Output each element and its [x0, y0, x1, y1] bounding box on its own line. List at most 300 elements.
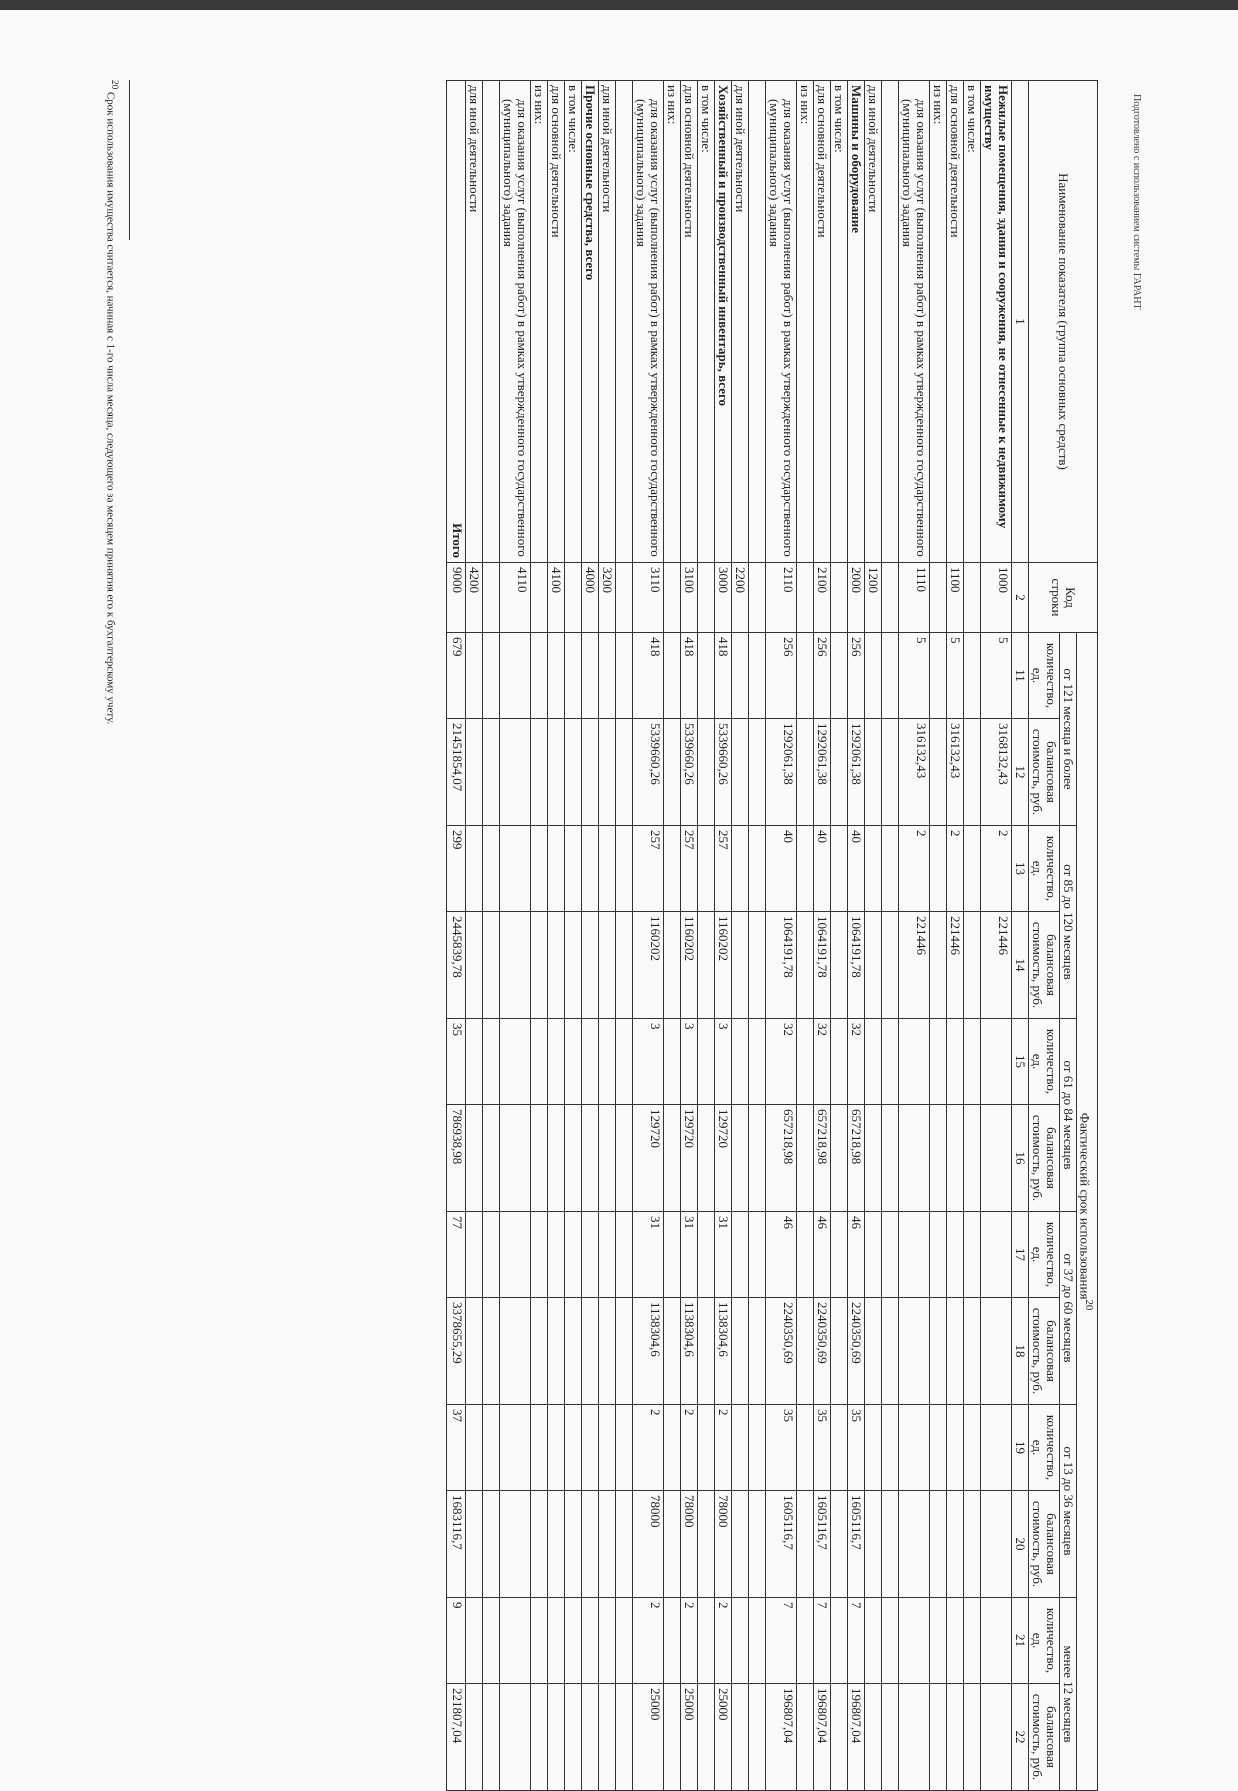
table-cell: [663, 1405, 680, 1491]
total-cell: 2445839,78: [446, 912, 465, 1019]
table-cell: [564, 1298, 581, 1405]
table-row: [714, 81, 731, 1791]
table-cell: [499, 1405, 530, 1491]
table-cell: [929, 1212, 946, 1298]
row-label: [881, 81, 898, 563]
row-code: 1110: [898, 563, 929, 633]
column-number: 14: [1011, 912, 1028, 1019]
table-row: [731, 81, 748, 1791]
row-label: для иной деятельности: [598, 81, 615, 563]
table-cell: [564, 1684, 581, 1791]
table-cell: [465, 1684, 482, 1791]
cost-header: балансовая стоимость, руб.: [1028, 912, 1059, 1019]
qty-header: количество, ед.: [1028, 1405, 1059, 1491]
row-code: 3000: [714, 563, 731, 633]
table-cell: 1160202: [680, 912, 697, 1019]
table-cell: 1160202: [632, 912, 663, 1019]
row-label: [748, 81, 765, 563]
table-cell: [499, 633, 530, 719]
qty-header: количество, ед.: [1028, 633, 1059, 719]
row-code: [663, 563, 680, 633]
table-cell: 316132,43: [946, 719, 963, 826]
table-cell: [748, 1491, 765, 1598]
table-row: [963, 81, 980, 1791]
table-cell: [881, 719, 898, 826]
table-cell: 657218,98: [765, 1105, 796, 1212]
table-cell: [598, 633, 615, 719]
table-cell: [980, 1598, 1011, 1684]
col-code-header: Код строки: [1028, 563, 1097, 633]
table-cell: [615, 1491, 632, 1598]
table-cell: [482, 1684, 499, 1791]
table-cell: [663, 1598, 680, 1684]
table-cell: [830, 1684, 847, 1791]
table-cell: [946, 1298, 963, 1405]
table-cell: 1138304,6: [632, 1298, 663, 1405]
header-note: Подготовлено с использованием системы ГАРАНТ: [1131, 94, 1142, 310]
total-code: 9000: [446, 563, 465, 633]
table-cell: [547, 912, 564, 1019]
table-cell: [697, 1405, 714, 1491]
table-cell: 40: [813, 826, 830, 912]
table-cell: 1292061,38: [847, 719, 864, 826]
table-cell: 257: [714, 826, 731, 912]
table-row: [530, 81, 547, 1791]
row-label: Машины и оборудование: [847, 81, 864, 563]
row-code: 1100: [946, 563, 963, 633]
table-cell: 31: [680, 1212, 697, 1298]
table-cell: [465, 912, 482, 1019]
table-cell: [796, 1019, 813, 1105]
table-cell: [530, 633, 547, 719]
table-cell: 196807,04: [847, 1684, 864, 1791]
table-cell: [946, 1598, 963, 1684]
table-cell: [830, 1212, 847, 1298]
table-row: [929, 81, 946, 1791]
table-cell: [581, 1298, 598, 1405]
table-cell: 5339660,26: [714, 719, 731, 826]
qty-header: количество, ед.: [1028, 1598, 1059, 1684]
row-code: 1200: [864, 563, 881, 633]
table-cell: [697, 1491, 714, 1598]
table-cell: [830, 1491, 847, 1598]
table-cell: [499, 1298, 530, 1405]
table-cell: 7: [847, 1598, 864, 1684]
total-cell: 299: [446, 826, 465, 912]
table-cell: 1605116,7: [847, 1491, 864, 1598]
table-cell: [731, 826, 748, 912]
qty-header: количество, ед.: [1028, 1019, 1059, 1105]
table-cell: 221446: [980, 912, 1011, 1019]
table-row: [830, 81, 847, 1791]
column-number: 2: [1011, 563, 1028, 633]
column-number: 19: [1011, 1405, 1028, 1491]
table-cell: [748, 826, 765, 912]
table-cell: [898, 1212, 929, 1298]
table-cell: [946, 1212, 963, 1298]
table-cell: [881, 826, 898, 912]
table-cell: [615, 633, 632, 719]
table-cell: [598, 826, 615, 912]
table-cell: [796, 1405, 813, 1491]
row-label: из них:: [530, 81, 547, 563]
row-code: 4000: [581, 563, 598, 633]
table-cell: [482, 1212, 499, 1298]
total-cell: 9: [446, 1598, 465, 1684]
table-cell: [564, 1405, 581, 1491]
table-cell: 2: [680, 1405, 697, 1491]
table-cell: [547, 826, 564, 912]
table-cell: [731, 1598, 748, 1684]
row-label: [482, 81, 499, 563]
table-cell: [615, 719, 632, 826]
table-cell: [864, 633, 881, 719]
table-cell: [499, 1212, 530, 1298]
table-cell: [598, 719, 615, 826]
total-label: Итого: [446, 81, 465, 563]
table-cell: [881, 1491, 898, 1598]
table-cell: [564, 633, 581, 719]
total-cell: 679: [446, 633, 465, 719]
cost-header: балансовая стоимость, руб.: [1028, 1298, 1059, 1405]
table-cell: 78000: [714, 1491, 731, 1598]
table-cell: 3: [714, 1019, 731, 1105]
table-cell: [963, 1212, 980, 1298]
table-row: [813, 81, 830, 1791]
table-cell: [530, 1019, 547, 1105]
table-cell: 418: [714, 633, 731, 719]
table-cell: [796, 1491, 813, 1598]
table-cell: 1138304,6: [714, 1298, 731, 1405]
table-cell: [963, 1491, 980, 1598]
row-label: для основной деятельности: [680, 81, 697, 563]
table-cell: [547, 1298, 564, 1405]
table-row: [980, 81, 1011, 1791]
table-cell: 35: [813, 1405, 830, 1491]
table-cell: [830, 1105, 847, 1212]
row-code: 3200: [598, 563, 615, 633]
table-cell: [697, 1298, 714, 1405]
total-cell: 21451854,07: [446, 719, 465, 826]
table-cell: [499, 719, 530, 826]
table-cell: [663, 912, 680, 1019]
table-cell: [530, 826, 547, 912]
table-cell: 257: [632, 826, 663, 912]
table-cell: 418: [632, 633, 663, 719]
table-cell: [864, 1298, 881, 1405]
table-cell: [796, 1212, 813, 1298]
table-cell: [547, 719, 564, 826]
table-cell: [499, 1684, 530, 1791]
table-cell: [748, 1405, 765, 1491]
table-cell: [615, 1684, 632, 1791]
table-cell: [748, 1598, 765, 1684]
table-row: [632, 81, 663, 1791]
table-cell: 40: [765, 826, 796, 912]
table-cell: [748, 633, 765, 719]
table-cell: [929, 826, 946, 912]
table-cell: [864, 826, 881, 912]
table-body: [465, 81, 1011, 1791]
table-cell: [830, 1298, 847, 1405]
table-cell: [929, 1684, 946, 1791]
table-cell: [864, 912, 881, 1019]
table-cell: [796, 719, 813, 826]
table-cell: [929, 1019, 946, 1105]
row-code: 2100: [813, 563, 830, 633]
table-cell: [465, 1598, 482, 1684]
table-cell: [564, 719, 581, 826]
table-cell: [547, 1405, 564, 1491]
table-cell: [499, 1105, 530, 1212]
table-cell: [929, 1491, 946, 1598]
table-cell: 3168132,43: [980, 719, 1011, 826]
cost-header: балансовая стоимость, руб.: [1028, 1105, 1059, 1212]
table-cell: [615, 1598, 632, 1684]
table-cell: 1292061,38: [765, 719, 796, 826]
table-cell: [530, 1684, 547, 1791]
table-cell: [980, 1684, 1011, 1791]
table-cell: 25000: [680, 1684, 697, 1791]
table-cell: 2240350,69: [765, 1298, 796, 1405]
table-cell: [830, 1598, 847, 1684]
column-number: 21: [1011, 1598, 1028, 1684]
table-cell: 257: [680, 826, 697, 912]
table-cell: 2: [946, 826, 963, 912]
table-cell: [980, 1405, 1011, 1491]
row-label: для иной деятельности: [465, 81, 482, 563]
total-cell: 37: [446, 1405, 465, 1491]
table-cell: [547, 633, 564, 719]
total-cell: 221807,04: [446, 1684, 465, 1791]
row-label: для иной деятельности: [864, 81, 881, 563]
table-cell: 221446: [898, 912, 929, 1019]
table-cell: [963, 1105, 980, 1212]
cost-header: балансовая стоимость, руб.: [1028, 1684, 1059, 1791]
table-cell: [881, 1405, 898, 1491]
total-cell: 35: [446, 1019, 465, 1105]
row-code: [963, 563, 980, 633]
table-cell: 32: [765, 1019, 796, 1105]
table-cell: [731, 1684, 748, 1791]
table-cell: [598, 1019, 615, 1105]
table-cell: [581, 1212, 598, 1298]
table-cell: [929, 633, 946, 719]
table-cell: 46: [847, 1212, 864, 1298]
footnote: [104, 80, 120, 724]
row-code: 4200: [465, 563, 482, 633]
table-cell: [598, 1298, 615, 1405]
table-cell: [581, 1684, 598, 1791]
footnote-text: Срок использования имущества считается, начиная с 1-го числа месяца, следующего за месяцем принятия его к бухгалтерскому учету.: [104, 91, 117, 725]
table-cell: 1064191,78: [847, 912, 864, 1019]
table-cell: [929, 912, 946, 1019]
row-code: [796, 563, 813, 633]
table-cell: 2: [980, 826, 1011, 912]
table-cell: 657218,98: [813, 1105, 830, 1212]
table-cell: [547, 1212, 564, 1298]
table-cell: [663, 1298, 680, 1405]
table-cell: [697, 1598, 714, 1684]
table-row: [765, 81, 796, 1791]
table-cell: [864, 1491, 881, 1598]
table-cell: [564, 912, 581, 1019]
period-header: от 37 до 60 месяцев: [1059, 1212, 1076, 1405]
table-row: [465, 81, 482, 1791]
table-cell: [581, 1405, 598, 1491]
table-cell: [564, 826, 581, 912]
table-cell: [898, 1598, 929, 1684]
table-cell: [482, 1019, 499, 1105]
table-cell: [963, 912, 980, 1019]
column-number: 15: [1011, 1019, 1028, 1105]
table-cell: [697, 1684, 714, 1791]
table-cell: [898, 1491, 929, 1598]
table-cell: 2: [680, 1598, 697, 1684]
table-cell: 2: [898, 826, 929, 912]
table-cell: [830, 633, 847, 719]
table-cell: 35: [765, 1405, 796, 1491]
table-cell: [482, 1405, 499, 1491]
table-cell: [697, 719, 714, 826]
table-cell: [581, 1019, 598, 1105]
table-cell: [530, 912, 547, 1019]
column-number: 20: [1011, 1491, 1028, 1598]
table-cell: 7: [813, 1598, 830, 1684]
table-cell: [748, 1298, 765, 1405]
row-label: для оказания услуг (выполнения работ) в рамках утвержденного государственного (муниципального) задания: [765, 81, 796, 563]
table-row: [864, 81, 881, 1791]
table-cell: [898, 1405, 929, 1491]
table-cell: 2240350,69: [813, 1298, 830, 1405]
table-cell: [963, 1684, 980, 1791]
table-cell: 25000: [714, 1684, 731, 1791]
table-cell: [946, 1405, 963, 1491]
col-name-header: Наименование показателя (группа основных средств): [1028, 81, 1097, 563]
table-cell: [881, 1598, 898, 1684]
table-cell: 5: [980, 633, 1011, 719]
table-cell: [980, 1298, 1011, 1405]
total-cell: 1683116,7: [446, 1491, 465, 1598]
table-cell: [581, 1491, 598, 1598]
table-cell: 1605116,7: [765, 1491, 796, 1598]
table-cell: [731, 912, 748, 1019]
table-cell: [564, 1491, 581, 1598]
table-cell: [748, 1019, 765, 1105]
table-cell: [663, 1212, 680, 1298]
table-cell: [697, 826, 714, 912]
row-code: 1000: [980, 563, 1011, 633]
table-cell: [697, 1212, 714, 1298]
table-cell: 5: [946, 633, 963, 719]
table-cell: [581, 1105, 598, 1212]
table-cell: [598, 1491, 615, 1598]
table-cell: [980, 1019, 1011, 1105]
table-cell: [963, 1405, 980, 1491]
table-cell: 316132,43: [898, 719, 929, 826]
row-code: 2200: [731, 563, 748, 633]
table-cell: [615, 1405, 632, 1491]
table-cell: [663, 1491, 680, 1598]
row-label: [615, 81, 632, 563]
table-cell: 2240350,69: [847, 1298, 864, 1405]
table-row: [564, 81, 581, 1791]
total-cell: 77: [446, 1212, 465, 1298]
row-code: [615, 563, 632, 633]
row-code: [530, 563, 547, 633]
table-cell: [929, 1598, 946, 1684]
table-cell: [663, 1684, 680, 1791]
total-row: [446, 81, 465, 1791]
row-code: [830, 563, 847, 633]
table-cell: [663, 633, 680, 719]
table-row: [547, 81, 564, 1791]
table-cell: [530, 1212, 547, 1298]
period-header: от 13 до 36 месяцев: [1059, 1405, 1076, 1598]
row-label: для иной деятельности: [731, 81, 748, 563]
table-cell: [598, 1105, 615, 1212]
table-cell: 1138304,6: [680, 1298, 697, 1405]
period-header: от 85 до 120 месяцев: [1059, 826, 1076, 1019]
table-cell: [881, 1684, 898, 1791]
table-cell: [796, 1598, 813, 1684]
table-row: [881, 81, 898, 1791]
table-cell: [697, 1019, 714, 1105]
table-cell: [465, 1019, 482, 1105]
qty-header: количество, ед.: [1028, 826, 1059, 912]
table-cell: [465, 1212, 482, 1298]
table-cell: [465, 1491, 482, 1598]
table-cell: [530, 1598, 547, 1684]
table-cell: [731, 1105, 748, 1212]
table-cell: [830, 1019, 847, 1105]
table-cell: [598, 1684, 615, 1791]
table-cell: [963, 1598, 980, 1684]
table-cell: [530, 1405, 547, 1491]
table-cell: [615, 1105, 632, 1212]
table-cell: [881, 912, 898, 1019]
table-cell: [830, 826, 847, 912]
table-cell: [499, 826, 530, 912]
table-cell: 1292061,38: [813, 719, 830, 826]
table-cell: [581, 719, 598, 826]
group-sup: 20: [1083, 1299, 1095, 1311]
table-cell: [482, 1298, 499, 1405]
table-cell: [796, 1298, 813, 1405]
table-cell: 46: [765, 1212, 796, 1298]
cost-header: балансовая стоимость, руб.: [1028, 719, 1059, 826]
table-cell: [898, 1684, 929, 1791]
table-cell: 5339660,26: [632, 719, 663, 826]
table-cell: [697, 633, 714, 719]
row-label: для оказания услуг (выполнения работ) в рамках утвержденного государственного (муниципального) задания: [632, 81, 663, 563]
table-cell: [564, 1019, 581, 1105]
table-cell: 221446: [946, 912, 963, 1019]
table-cell: 256: [765, 633, 796, 719]
table-cell: [663, 719, 680, 826]
table-cell: [929, 1105, 946, 1212]
table-cell: [796, 912, 813, 1019]
table-cell: [499, 1598, 530, 1684]
table-row: [796, 81, 813, 1791]
table-cell: [898, 1298, 929, 1405]
table-cell: 40: [847, 826, 864, 912]
table-cell: [864, 1019, 881, 1105]
table-cell: 129720: [632, 1105, 663, 1212]
table-cell: [963, 1019, 980, 1105]
table-cell: [530, 719, 547, 826]
table-cell: [963, 633, 980, 719]
